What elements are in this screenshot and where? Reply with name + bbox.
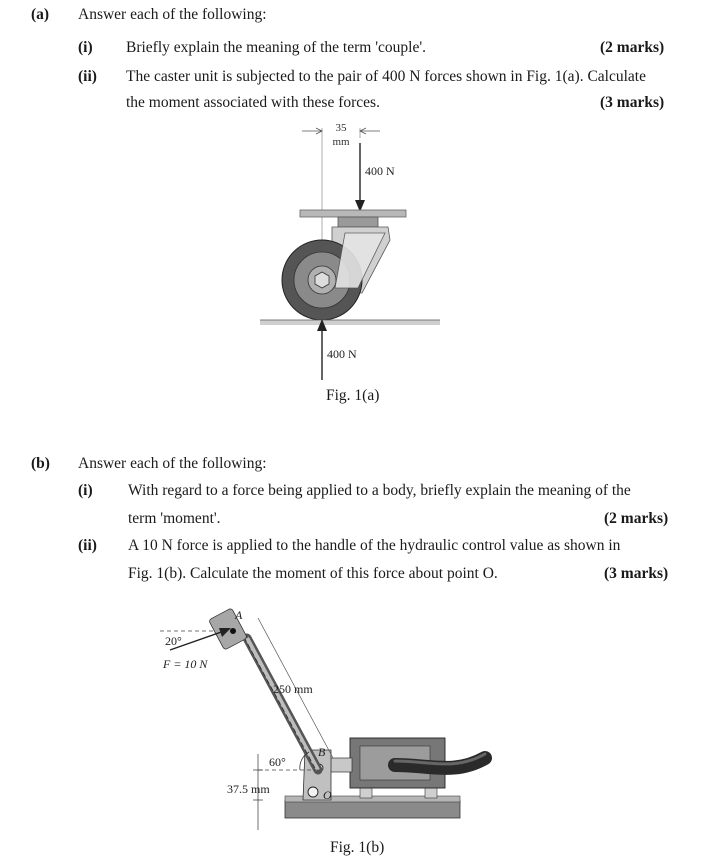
force-top-label: 400 N [365, 164, 395, 178]
length-label: 250 mm [273, 682, 313, 696]
part-b-q1-line2: term 'moment'. [128, 510, 221, 527]
part-a-q2-line1: The caster unit is subjected to the pair of 400 N forces shown in Fig. 1(a). Calculate [126, 68, 646, 85]
part-b-q2-line2: Fig. 1(b). Calculate the moment of this force about point O. [128, 565, 498, 582]
part-b-q1-line1: With regard to a force being applied to a body, briefly explain the meaning of the [128, 482, 631, 499]
valve-base-plate [285, 800, 460, 818]
part-a-intro: Answer each of the following: [78, 6, 267, 23]
part-a-q1-number: (i) [78, 39, 93, 56]
point-a-label: A [235, 608, 243, 622]
part-b-q2-line1: A 10 N force is applied to the handle of the hydraulic control value as shown in [128, 537, 621, 554]
part-a-q2-marks: (3 marks) [600, 94, 665, 111]
point-o-label: O [323, 788, 332, 802]
part-b-q1-marks: (2 marks) [604, 510, 669, 527]
part-b-q2-number: (ii) [78, 537, 97, 554]
part-a-q1-marks: (2 marks) [600, 39, 665, 56]
figure-1b-hydraulic-valve [155, 600, 500, 832]
dim-arrow-left [302, 128, 322, 134]
part-a-q2-line2: the moment associated with these forces. [126, 94, 380, 111]
part-a-label: (a) [31, 6, 50, 23]
part-b-q1-number: (i) [78, 482, 93, 499]
part-b-q2-marks: (3 marks) [604, 565, 669, 582]
dim-arrow-right [360, 128, 380, 134]
point-b-label: B [318, 745, 326, 759]
dim-value: 35 [335, 122, 347, 134]
figure-1a-caster [250, 118, 450, 410]
angle-handle-label: 60° [269, 755, 286, 769]
point-a-marker [230, 628, 236, 634]
force-label: F = 10 N [163, 657, 208, 671]
part-a-q2-number: (ii) [78, 68, 97, 85]
valve-plunger [330, 758, 352, 772]
pivot-o-pin [308, 787, 318, 797]
part-b-intro: Answer each of the following: [78, 455, 267, 472]
caster-axle-nut [315, 272, 329, 288]
caster-plate [300, 210, 406, 217]
handle-rod-highlight [247, 638, 318, 770]
angle-force-label: 20° [165, 634, 182, 648]
figure-1b-caption: Fig. 1(b) [330, 839, 385, 856]
force-bottom-label: 400 N [327, 347, 357, 361]
figure-1a-caption: Fig. 1(a) [326, 387, 380, 404]
caster-swivel [338, 217, 378, 227]
part-b-label: (b) [31, 455, 50, 472]
part-a-q1-text: Briefly explain the meaning of the term 'couple'. [126, 39, 426, 56]
height-label: 37.5 mm [227, 782, 270, 796]
dim-unit: mm [332, 136, 350, 148]
ground-surface [260, 320, 440, 325]
